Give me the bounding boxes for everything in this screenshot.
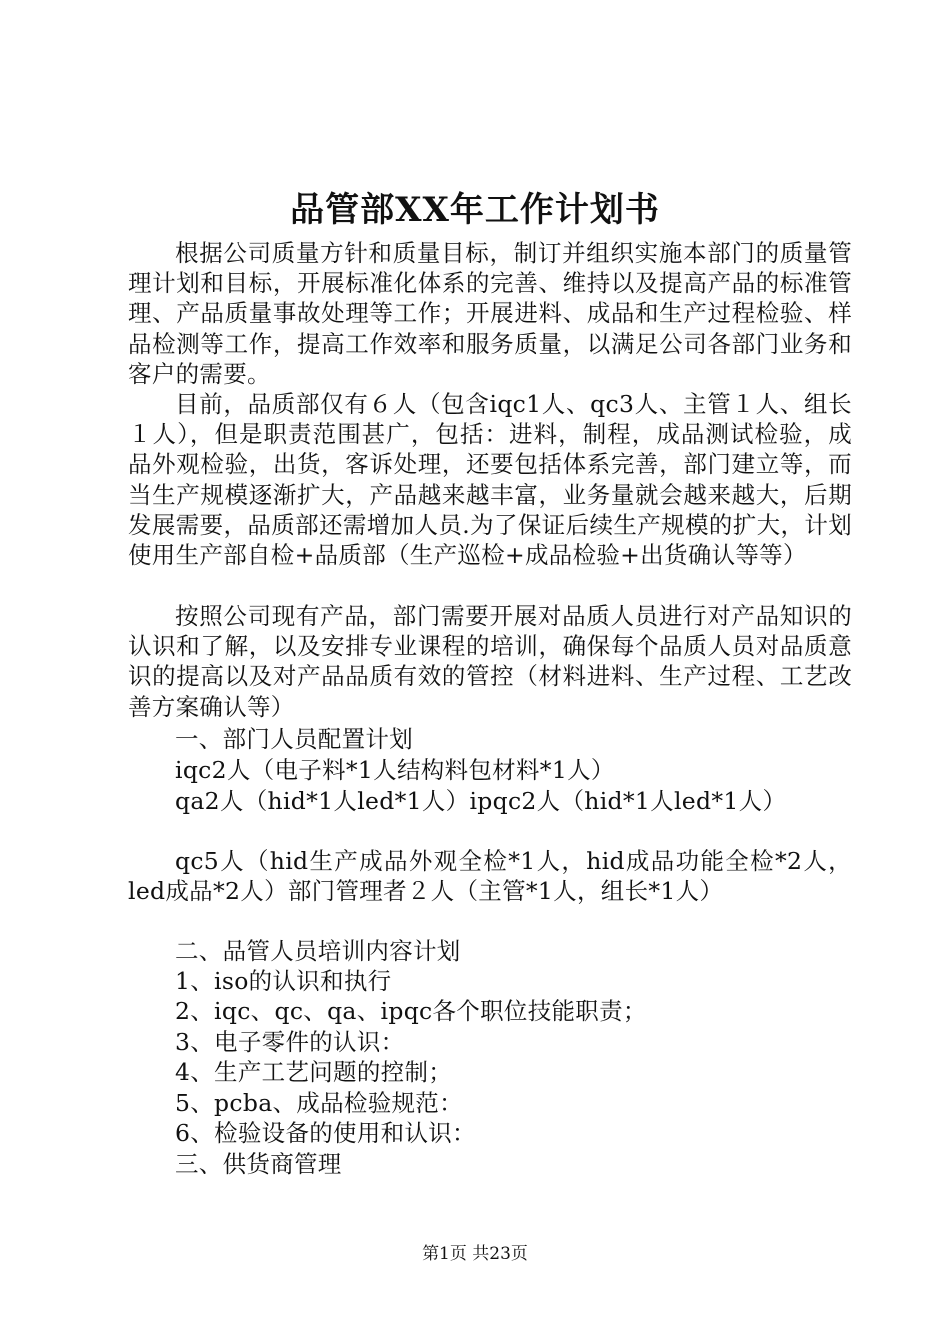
intro-paragraph: 根据公司质量方针和质量目标，制订并组织实施本部门的质量管理计划和目标，开展标准化体系的完善、维持以及提高产品的标准管理、产品质量事故处理等工作；开展进料、成品和生产过程检验、样品检测等工作，提高工作效率和服务质量，以满足公司各部门业务和客户的需要。: [128, 239, 852, 388]
page-footer: 第1页 共23页: [422, 1244, 528, 1264]
staffing-paragraph-qc: qc5人（hid生产成品外观全检*1人，hid成品功能全检*2人，led成品*2人）部门管理者２人（主管*1人，组长*1人）: [128, 847, 852, 906]
training-item: 1、iso的认识和执行: [175, 967, 392, 995]
training-item: 3、电子零件的认识：: [175, 1028, 405, 1056]
staffing-line-qa-ipqc: qa2人（hid*1人led*1人）ipqc2人（hid*1人led*1人）: [175, 787, 787, 815]
training-item: 6、检验设备的使用和认识：: [175, 1119, 476, 1147]
training-item: 4、生产工艺问题的控制；: [175, 1058, 453, 1086]
current-status-paragraph: 目前，品质部仅有６人（包含iqc1人、qc3人、主管１人、组长１人），但是职责范围甚广，包括：进料，制程，成品测试检验，成品外观检验，出货，客诉处理，还要包括体系完善，部门建立等，而当生产规模逐渐扩大，产品越来越丰富，业务量就会越来越大，后期发展需要，品质部还需增加人员.为了保证后续生产规模的扩大，计划使用生产部自检+品质部（生产巡检+成品检验+出货确认等等）: [128, 390, 852, 570]
section2-heading: 二、品管人员培训内容计划: [175, 937, 461, 965]
staffing-line-iqc: iqc2人（电子料*1人结构料包材料*1人）: [175, 756, 615, 784]
section3-heading: 三、供货商管理: [175, 1150, 342, 1178]
document-title: 品管部XX年工作计划书: [290, 190, 660, 230]
section1-heading: 一、部门人员配置计划: [175, 725, 413, 753]
training-item: 5、pcba、成品检验规范：: [175, 1089, 463, 1117]
training-need-paragraph: 按照公司现有产品，部门需要开展对品质人员进行对产品知识的认识和了解，以及安排专业课程的培训，确保每个品质人员对品质意识的提高以及对产品品质有效的管控（材料进料、生产过程、工艺改善方案确认等）: [128, 602, 852, 721]
training-item: 2、iqc、qc、qa、ipqc各个职位技能职责；: [175, 997, 647, 1025]
